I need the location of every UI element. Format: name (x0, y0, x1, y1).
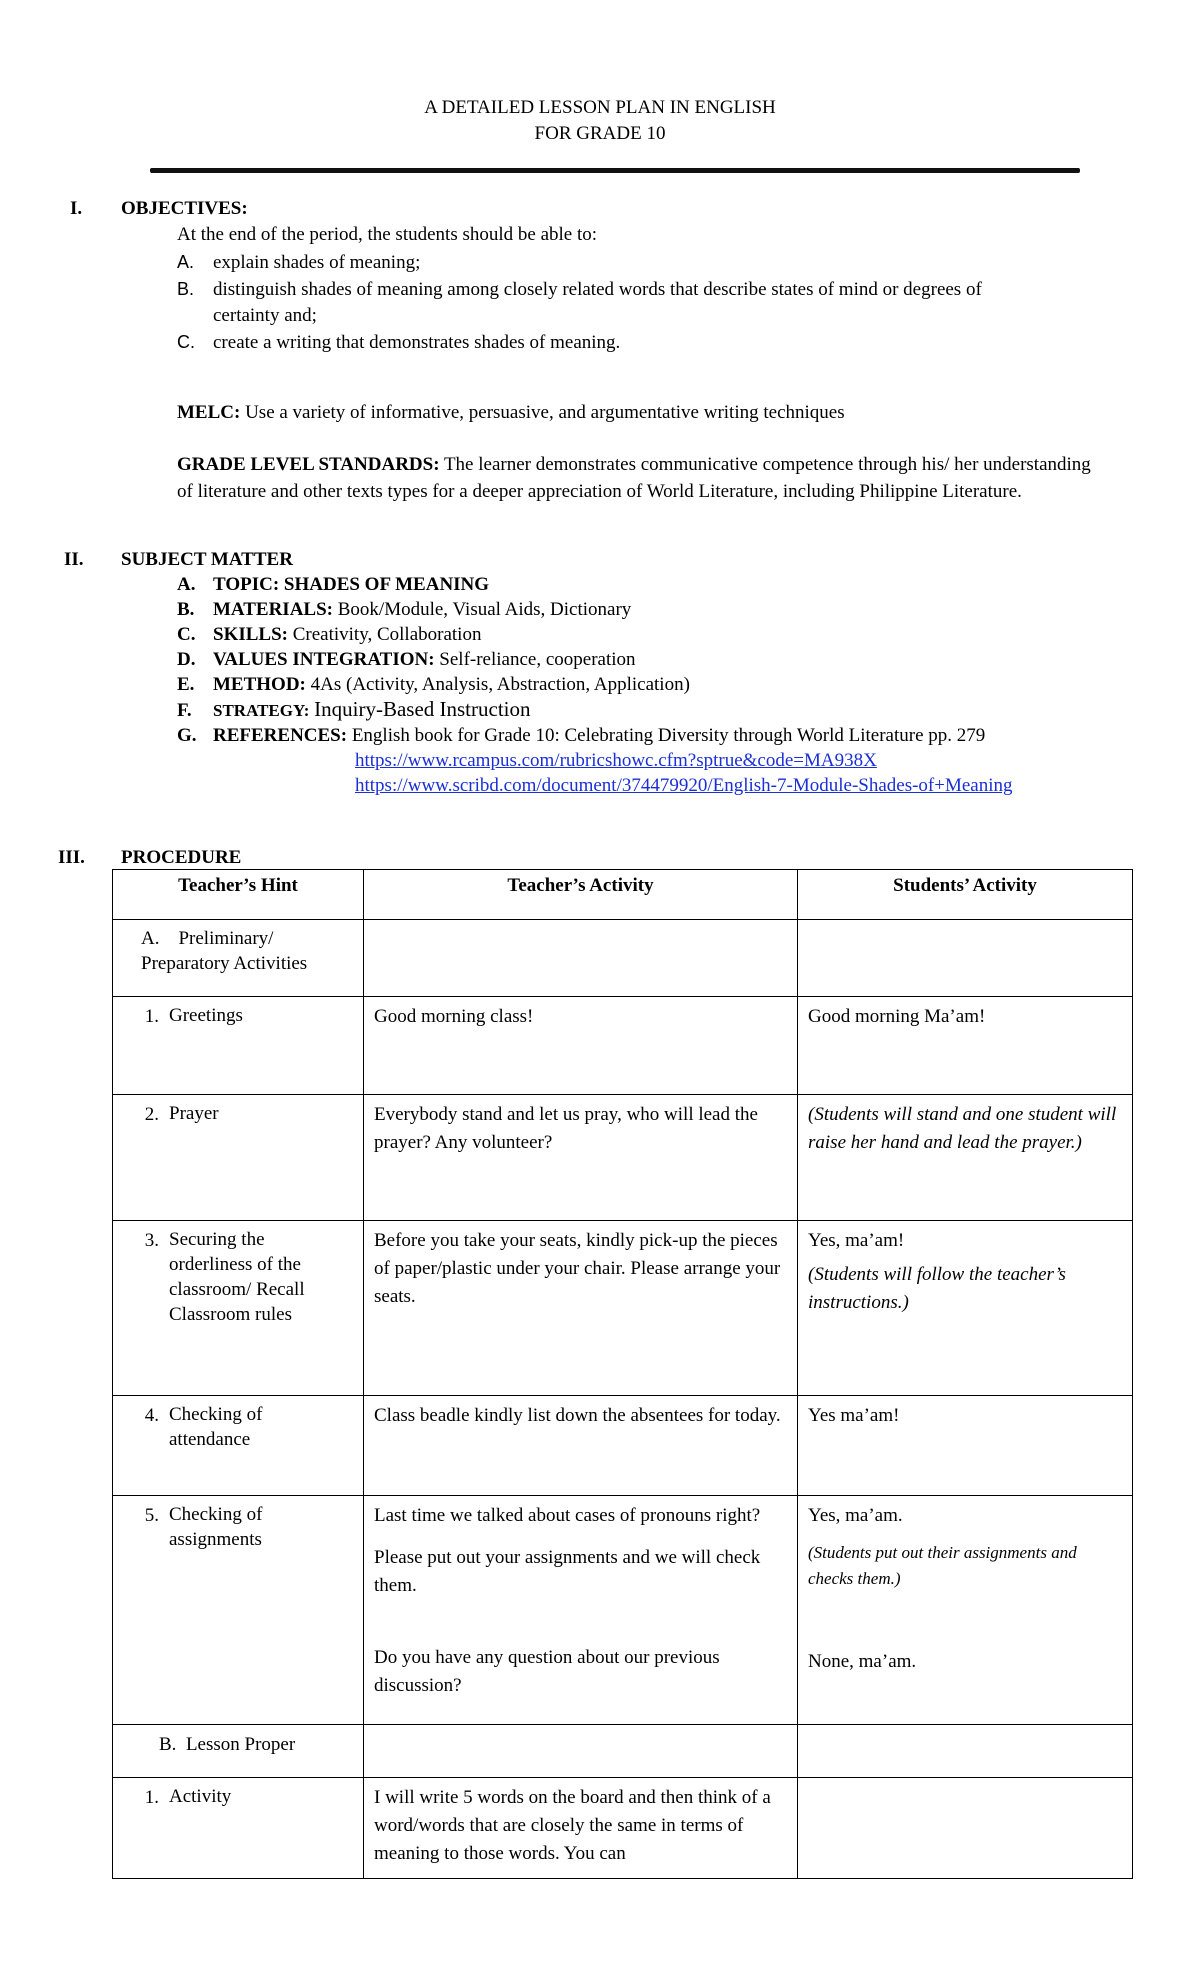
subject-item-references (177, 723, 985, 748)
objective-c: create a writing that demonstrates shades of meaning. (213, 332, 621, 353)
subject-item-text: Inquiry-Based Instruction (314, 697, 531, 721)
objective-b: distinguish shades of meaning among closely related words that describe states of mind or degrees of (213, 279, 982, 300)
procedure-table (112, 869, 1133, 1879)
table-row (113, 1396, 1133, 1496)
section-a-label: Preliminary/ Preparatory Activities (141, 928, 308, 974)
subject-item-text: Creativity, Collaboration (292, 624, 482, 645)
reference-link-rcampus[interactable]: https://www.rcampus.com/rubricshowc.cfm?sptrue&code=MA938X (355, 750, 877, 771)
melc-statement (177, 400, 845, 425)
subject-item-label: REFERENCES: (213, 725, 348, 746)
subject-item-skills (177, 622, 481, 647)
section-title-procedure: PROCEDURE (121, 847, 242, 868)
section-title-objectives: OBJECTIVES: (121, 198, 248, 219)
student-response: None, ma’am. (808, 1651, 917, 1672)
table-row (113, 1778, 1133, 1879)
subject-item-text: English book for Grade 10: Celebrating Diversity through World Literature pp. 279 (351, 725, 986, 746)
subject-item-letter: D. (177, 649, 196, 670)
document-title-line2: FOR GRADE 10 (534, 123, 666, 144)
subject-item-values (177, 647, 636, 672)
student-activity-cell: (Students will stand and one student will raise her hand and lead the prayer.) (798, 1095, 1133, 1221)
student-response: Yes, ma’am. (808, 1505, 903, 1526)
subject-item-text: Self-reliance, cooperation (439, 649, 636, 670)
gls-text: The learner demonstrates communicative competence through his/ her understanding of literature and other texts types for a deeper appreciation of World Literature, including Philippine Literature. (177, 454, 1091, 502)
hint-text: Checking of attendance (169, 1404, 263, 1450)
teacher-activity-cell (364, 1496, 798, 1725)
student-response: Yes, ma’am! (808, 1230, 905, 1251)
objectives-intro: At the end of the period, the students should be able to: (177, 224, 598, 245)
objective-letter-c: C. (177, 332, 195, 352)
row-number: 1. (144, 1006, 159, 1027)
objective-letter-b: B. (177, 279, 195, 299)
section-number-procedure: III. (58, 847, 85, 868)
section-title-subject-matter: SUBJECT MATTER (121, 549, 293, 570)
teacher-activity-cell: Before you take your seats, kindly pick-up the pieces of paper/plastic under your chair. Please arrange your seats. (364, 1221, 798, 1396)
student-activity-cell (798, 1221, 1133, 1396)
reference-link-scribd[interactable]: https://www.scribd.com/document/374479920/English-7-Module-Shades-of+Meaning (355, 775, 1013, 796)
table-row-section-b (113, 1725, 1133, 1778)
row-number: 2. (144, 1104, 159, 1125)
hint-cell (113, 1221, 364, 1396)
hint-text: Securing the orderliness of the classroom/ Recall Classroom rules (169, 1229, 305, 1325)
teacher-line: Do you have any question about our previous discussion? (374, 1647, 720, 1696)
grade-level-standards (177, 451, 1097, 505)
row-number: 3. (144, 1230, 159, 1251)
teacher-activity-cell: Good morning class! (364, 997, 798, 1095)
table-row (113, 1496, 1133, 1725)
subject-item-text: 4As (Activity, Analysis, Abstraction, Application) (310, 674, 690, 695)
row-number: 4. (144, 1405, 159, 1426)
hint-cell (113, 1396, 364, 1496)
subject-item-letter: A. (177, 574, 196, 595)
document-title-line1: A DETAILED LESSON PLAN IN ENGLISH (424, 97, 776, 118)
student-activity-cell: Good morning Ma’am! (798, 997, 1133, 1095)
row-number: 1. (144, 1787, 159, 1808)
student-response-note: (Students put out their assignments and checks them.) (808, 1543, 1077, 1588)
section-a-letter: A. (141, 928, 160, 949)
subject-item-letter: C. (177, 624, 196, 645)
section-number-objectives: I. (70, 198, 83, 219)
subject-item-label: MATERIALS: (213, 599, 333, 620)
gls-label: GRADE LEVEL STANDARDS: (177, 454, 440, 475)
section-a-cell (113, 920, 364, 997)
subject-item-label: TOPIC: SHADES OF MEANING (213, 574, 490, 595)
objective-b-continued: certainty and; (213, 305, 317, 326)
objective-letter-a: A. (177, 252, 195, 272)
subject-item-label: STRATEGY: (213, 701, 310, 720)
empty-cell (798, 1778, 1133, 1879)
hint-cell (113, 997, 364, 1095)
teacher-activity-cell: I will write 5 words on the board and then think of a word/words that are closely the same in terms of meaning to those words. You can (364, 1778, 798, 1879)
empty-cell (798, 920, 1133, 997)
subject-item-letter: B. (177, 599, 195, 620)
subject-item-letter: G. (177, 725, 197, 746)
student-activity-cell (798, 1496, 1133, 1725)
section-b-letter: B. (159, 1734, 177, 1755)
table-row (113, 997, 1133, 1095)
empty-cell (364, 920, 798, 997)
subject-item-method (177, 672, 690, 697)
header-teachers-hint: Teacher’s Hint (113, 870, 364, 920)
subject-item-materials (177, 597, 631, 622)
subject-item-letter: E. (177, 674, 195, 695)
section-b-label: Lesson Proper (185, 1734, 296, 1755)
row-number: 5. (144, 1505, 159, 1526)
hint-cell (113, 1496, 364, 1725)
section-b-cell (113, 1725, 364, 1778)
subject-item-strategy (177, 697, 531, 723)
subject-item-label: METHOD: (213, 674, 306, 695)
table-row (113, 1221, 1133, 1396)
subject-item-topic (177, 572, 489, 597)
header-students-activity: Students’ Activity (798, 870, 1133, 920)
objective-a: explain shades of meaning; (213, 252, 421, 273)
table-row (113, 1095, 1133, 1221)
header-teachers-activity: Teacher’s Activity (364, 870, 798, 920)
hint-cell (113, 1095, 364, 1221)
melc-label: MELC: (177, 402, 241, 423)
hint-text: Checking of assignments (169, 1504, 263, 1550)
subject-item-label: SKILLS: (213, 624, 288, 645)
subject-item-text: Book/Module, Visual Aids, Dictionary (337, 599, 632, 620)
hint-text: Greetings (169, 1005, 243, 1026)
subject-item-letter: F. (177, 700, 192, 721)
title-divider (150, 168, 1080, 173)
teacher-line: Please put out your assignments and we will check them. (374, 1547, 761, 1596)
hint-text: Prayer (169, 1103, 219, 1124)
student-response-note: (Students will follow the teacher’s instructions.) (808, 1264, 1066, 1313)
empty-cell (798, 1725, 1133, 1778)
student-activity-cell: Yes ma’am! (798, 1396, 1133, 1496)
hint-cell (113, 1778, 364, 1879)
section-number-subject-matter: II. (64, 549, 84, 570)
teacher-line: Last time we talked about cases of pronouns right? (374, 1505, 761, 1526)
hint-text: Activity (169, 1786, 232, 1807)
melc-text: Use a variety of informative, persuasive, and argumentative writing techniques (245, 402, 845, 423)
table-row-section-a (113, 920, 1133, 997)
teacher-activity-cell: Everybody stand and let us pray, who will lead the prayer? Any volunteer? (364, 1095, 798, 1221)
empty-cell (364, 1725, 798, 1778)
teacher-activity-cell: Class beadle kindly list down the absentees for today. (364, 1396, 798, 1496)
subject-item-label: VALUES INTEGRATION: (213, 649, 435, 670)
table-header-row (113, 870, 1133, 920)
